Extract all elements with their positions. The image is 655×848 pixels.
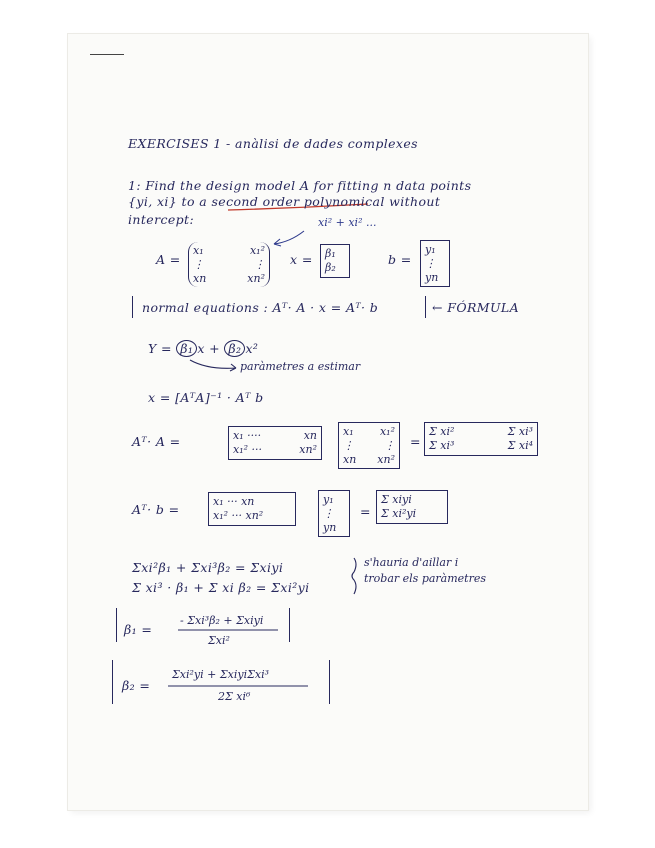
beta1-circled: β₁ [176,340,197,357]
x-label: x = [290,252,313,267]
system-eq-2: Σ xi³ · β₁ + Σ xi β₂ = Σxi²yi [132,580,310,595]
corner-mark [90,54,124,55]
problem-line-3: intercept: [128,212,195,227]
problem-line-2-pre: {yi, xi} to a [128,194,208,209]
A-row-2: ⋮ ⋮ [193,257,265,271]
problem-annotation: xi² + xi² ... [318,216,377,229]
system-brace [352,558,356,594]
formula-note: ← FÓRMULA [432,300,520,315]
beta2-denominator: 2Σ xi⁶ [218,690,251,703]
model-equation: Y = β₁ x + β₂ x² [148,341,259,356]
atb-matrix-2: y₁ ⋮ yn [318,490,350,537]
beta2-numerator: Σxi²yi + ΣxiyiΣxi³ [172,668,269,681]
params-note: paràmetres a estimar [240,360,361,373]
ata-label: Aᵀ· A = [132,434,181,449]
problem-line-2-post: without [389,194,441,209]
beta2-lhs: β₂ = [122,678,151,693]
b-label: b = [388,252,412,267]
ata-matrix-2: x₁ x₁² ⋮ ⋮ xn xn² [338,422,400,469]
ata-matrix-1: x₁ ···· xn x₁² ··· xn² [228,426,322,460]
annotation-arrow [274,231,304,246]
beta1-numerator: - Σxi³β₂ + Σxiyi [180,614,264,627]
solution-formula: x = [AᵀA]⁻¹ · Aᵀ b [148,390,264,405]
beta2-circled: β₂ [224,340,245,357]
A-row-1: x₁ x₁² [193,244,265,257]
system-note-1: s'hauria d'aillar i [364,556,459,569]
atb-equals: = [360,504,371,519]
normal-equations: normal equations : Aᵀ· A · x = Aᵀ· b [142,300,379,315]
params-arrow [190,360,236,371]
problem-line-1: 1: Find the design model A for fitting n data points [128,178,472,193]
ata-equals: = [410,434,421,449]
A-label: A = [156,252,181,267]
notebook-page [68,34,588,810]
x-vector: β₁ β₂ [320,244,350,278]
atb-label: Aᵀ· b = [132,502,180,517]
atb-matrix-1: x₁ ··· xn x₁² ··· xn² [208,492,296,526]
problem-line-2-under: second order polynomical [211,194,385,209]
A-matrix [188,242,270,287]
ata-result: Σ xi² Σ xi³ Σ xi³ Σ xi⁴ [424,422,538,456]
A-row-3: xn xn² [193,271,265,285]
beta1-denominator: Σxi² [208,634,230,647]
beta1-lhs: β₁ = [124,622,153,637]
atb-result: Σ xiyi Σ xi²yi [376,490,448,524]
system-note-2: trobar els paràmetres [364,572,487,585]
problem-line-2 [128,194,440,209]
system-eq-1: Σxi²β₁ + Σxi³β₂ = Σxiyi [132,560,284,575]
exercise-title: EXERCISES 1 - anàlisi de dades complexes [128,136,418,151]
b-vector: y₁ ⋮ yn [420,240,450,287]
